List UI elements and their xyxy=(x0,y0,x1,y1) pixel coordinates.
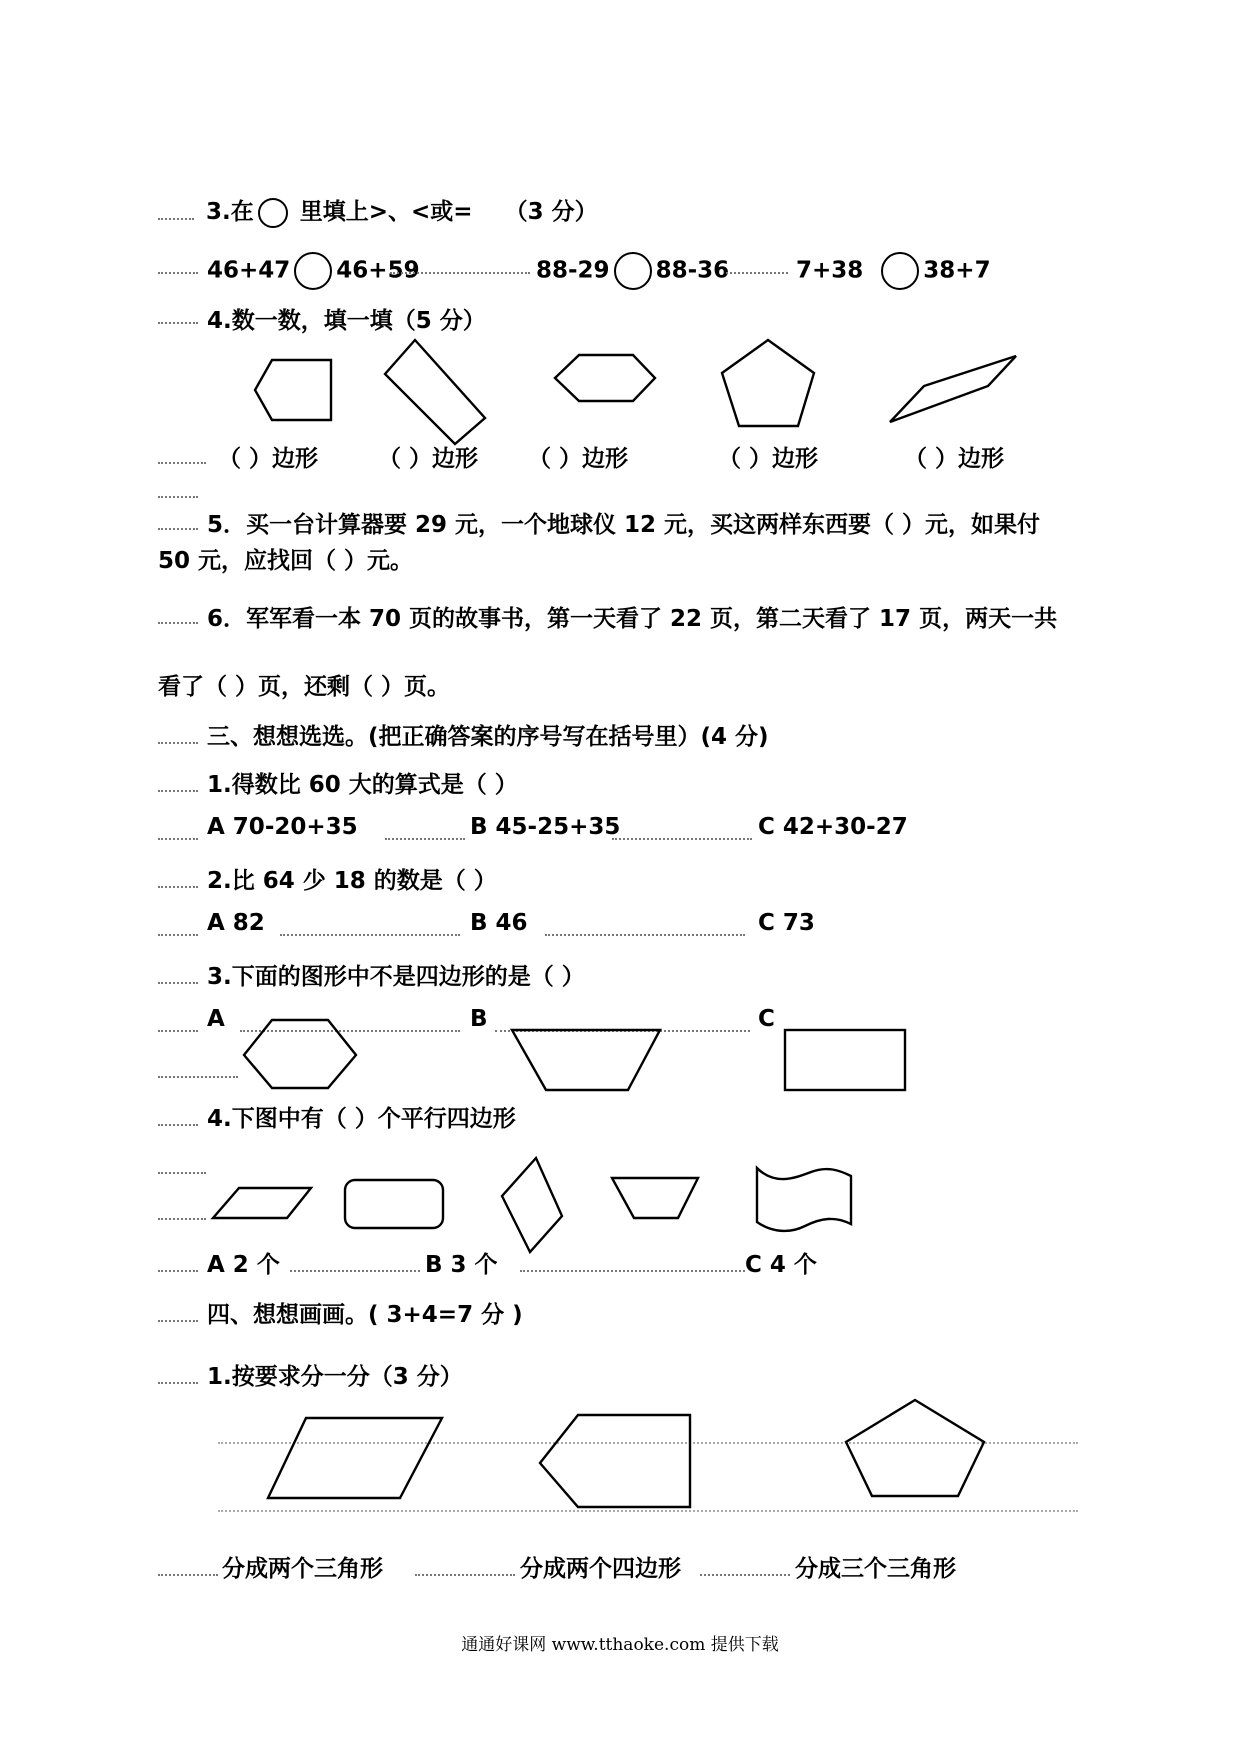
q3-item-right: 88-36 xyxy=(655,257,730,284)
footer-source: 通通好课网 www.tthaoke.com 提供下载 xyxy=(461,1635,779,1655)
dots xyxy=(158,742,198,744)
s3-q3-option-c: C xyxy=(758,1006,775,1032)
s3-q4-stem: 4.下图中有（ ）个平行四边形 xyxy=(207,1106,516,1132)
q3-score: （3 分） xyxy=(504,199,598,225)
small-trapezoid-shape xyxy=(612,1178,700,1220)
rectangle-option-c xyxy=(785,1030,907,1092)
s3-q3-option-b: B xyxy=(470,1006,488,1032)
q4-blank: （ ）边形 xyxy=(718,446,819,472)
q6-line1: 6．军军看一本 70 页的故事书，第一天看了 22 页，第二天看了 17 页，两天一共 xyxy=(207,606,1058,632)
dots xyxy=(158,886,198,888)
s3-q2-stem: 2.比 64 少 18 的数是（ ） xyxy=(207,868,497,894)
label-two-triangles: 分成两个三角形 xyxy=(222,1556,383,1582)
dots xyxy=(545,934,745,936)
dots xyxy=(290,1270,420,1272)
dots xyxy=(158,496,198,498)
q3-prompt xyxy=(206,193,598,228)
dots xyxy=(415,1574,515,1576)
dots xyxy=(158,1382,198,1384)
dots xyxy=(158,1574,218,1576)
q5-line2: 50 元，应找回（ ）元。 xyxy=(158,548,414,574)
s3-q4-option-c: C 4 个 xyxy=(745,1252,817,1278)
answer-circle[interactable] xyxy=(881,252,919,290)
dots xyxy=(158,1172,206,1174)
dots xyxy=(158,1218,206,1220)
rectangle-tilted-shape xyxy=(385,340,487,446)
dots xyxy=(158,1030,198,1032)
wavy-rectangle-shape xyxy=(755,1166,853,1236)
q3-item-left: 7+38 xyxy=(796,257,864,284)
q3-prompt-text: 3.在 xyxy=(206,199,254,225)
section4-q1: 1.按要求分一分（3 分） xyxy=(207,1364,463,1390)
dots xyxy=(390,272,530,274)
q3-prompt-mid: 里填上>、<或= xyxy=(299,199,473,225)
dots xyxy=(158,218,194,220)
parallelogram-shape xyxy=(890,356,1018,424)
dots xyxy=(385,838,465,840)
q4-blank: （ ）边形 xyxy=(528,446,629,472)
s3-q3-stem: 3.下面的图形中不是四边形的是（ ） xyxy=(207,964,585,990)
q3-item-1 xyxy=(207,252,420,290)
pentagon-shape xyxy=(722,340,816,430)
dots xyxy=(612,838,752,840)
q4-title: 4.数一数，填一填（5 分） xyxy=(207,308,486,334)
dots xyxy=(158,272,198,274)
dots xyxy=(280,934,460,936)
q4-blank: （ ）边形 xyxy=(218,446,319,472)
q4-blank: （ ）边形 xyxy=(904,446,1005,472)
rounded-rectangle-shape xyxy=(345,1180,445,1230)
s3-q3-option-a: A xyxy=(207,1006,225,1032)
dots xyxy=(158,838,198,840)
dots xyxy=(158,462,206,464)
label-two-quadrilaterals: 分成两个四边形 xyxy=(520,1556,681,1582)
q3-item-2 xyxy=(536,252,729,290)
dots xyxy=(726,272,788,274)
answer-circle[interactable] xyxy=(294,252,332,290)
q3-item-left: 46+47 xyxy=(207,257,291,284)
dots xyxy=(158,622,198,624)
dots xyxy=(158,1124,198,1126)
q3-item-right: 38+7 xyxy=(923,257,991,284)
q5-line1: 5．买一台计算器要 29 元，一个地球仪 12 元，买这两样东西要（ ）元，如果付 xyxy=(207,512,1041,538)
circle-symbol xyxy=(258,198,288,228)
dots xyxy=(158,934,198,936)
dots xyxy=(158,322,198,324)
s3-q1-option-a: A 70-20+35 xyxy=(207,814,358,840)
dots xyxy=(218,1510,1078,1512)
dots xyxy=(158,1320,198,1322)
dots xyxy=(158,790,198,792)
hexagon-flat-shape xyxy=(555,355,657,403)
s3-q4-option-a: A 2 个 xyxy=(207,1252,280,1278)
q6-line2: 看了（ ）页，还剩（ ）页。 xyxy=(158,674,451,700)
section4-title: 四、想想画画。( 3+4=7 分 ) xyxy=(207,1302,523,1328)
q3-item-right: 46+59 xyxy=(336,257,420,284)
dots xyxy=(158,982,198,984)
dots xyxy=(158,528,198,530)
s3-q2-option-b: B 46 xyxy=(470,910,528,936)
s3-q2-option-a: A 82 xyxy=(207,910,265,936)
rhombus-shape xyxy=(502,1158,564,1254)
dots xyxy=(158,1076,238,1078)
s3-q2-option-c: C 73 xyxy=(758,910,815,936)
answer-circle[interactable] xyxy=(614,252,652,290)
s3-q1-stem: 1.得数比 60 大的算式是（ ） xyxy=(207,772,518,798)
dots xyxy=(700,1574,790,1576)
q3-item-left: 88-29 xyxy=(536,257,610,284)
s3-q4-option-b: B 3 个 xyxy=(425,1252,498,1278)
dots xyxy=(520,1270,745,1272)
draw-pentagon xyxy=(846,1400,986,1498)
label-three-triangles: 分成三个三角形 xyxy=(795,1556,956,1582)
trapezoid-option-b xyxy=(512,1030,662,1092)
q3-item-3 xyxy=(796,252,991,290)
hexagon-shape xyxy=(255,360,335,422)
draw-parallelogram xyxy=(268,1418,444,1500)
parallelogram-small-shape xyxy=(213,1188,313,1220)
hexagon-option-a xyxy=(244,1020,358,1090)
q4-blank: （ ）边形 xyxy=(378,446,479,472)
s3-q1-option-c: C 42+30-27 xyxy=(758,814,908,840)
draw-pentagon-arrow xyxy=(540,1415,692,1509)
section3-title: 三、想想选选。(把正确答案的序号写在括号里）(4 分) xyxy=(207,724,769,750)
dots xyxy=(158,1270,198,1272)
s3-q1-option-b: B 45-25+35 xyxy=(470,814,621,840)
